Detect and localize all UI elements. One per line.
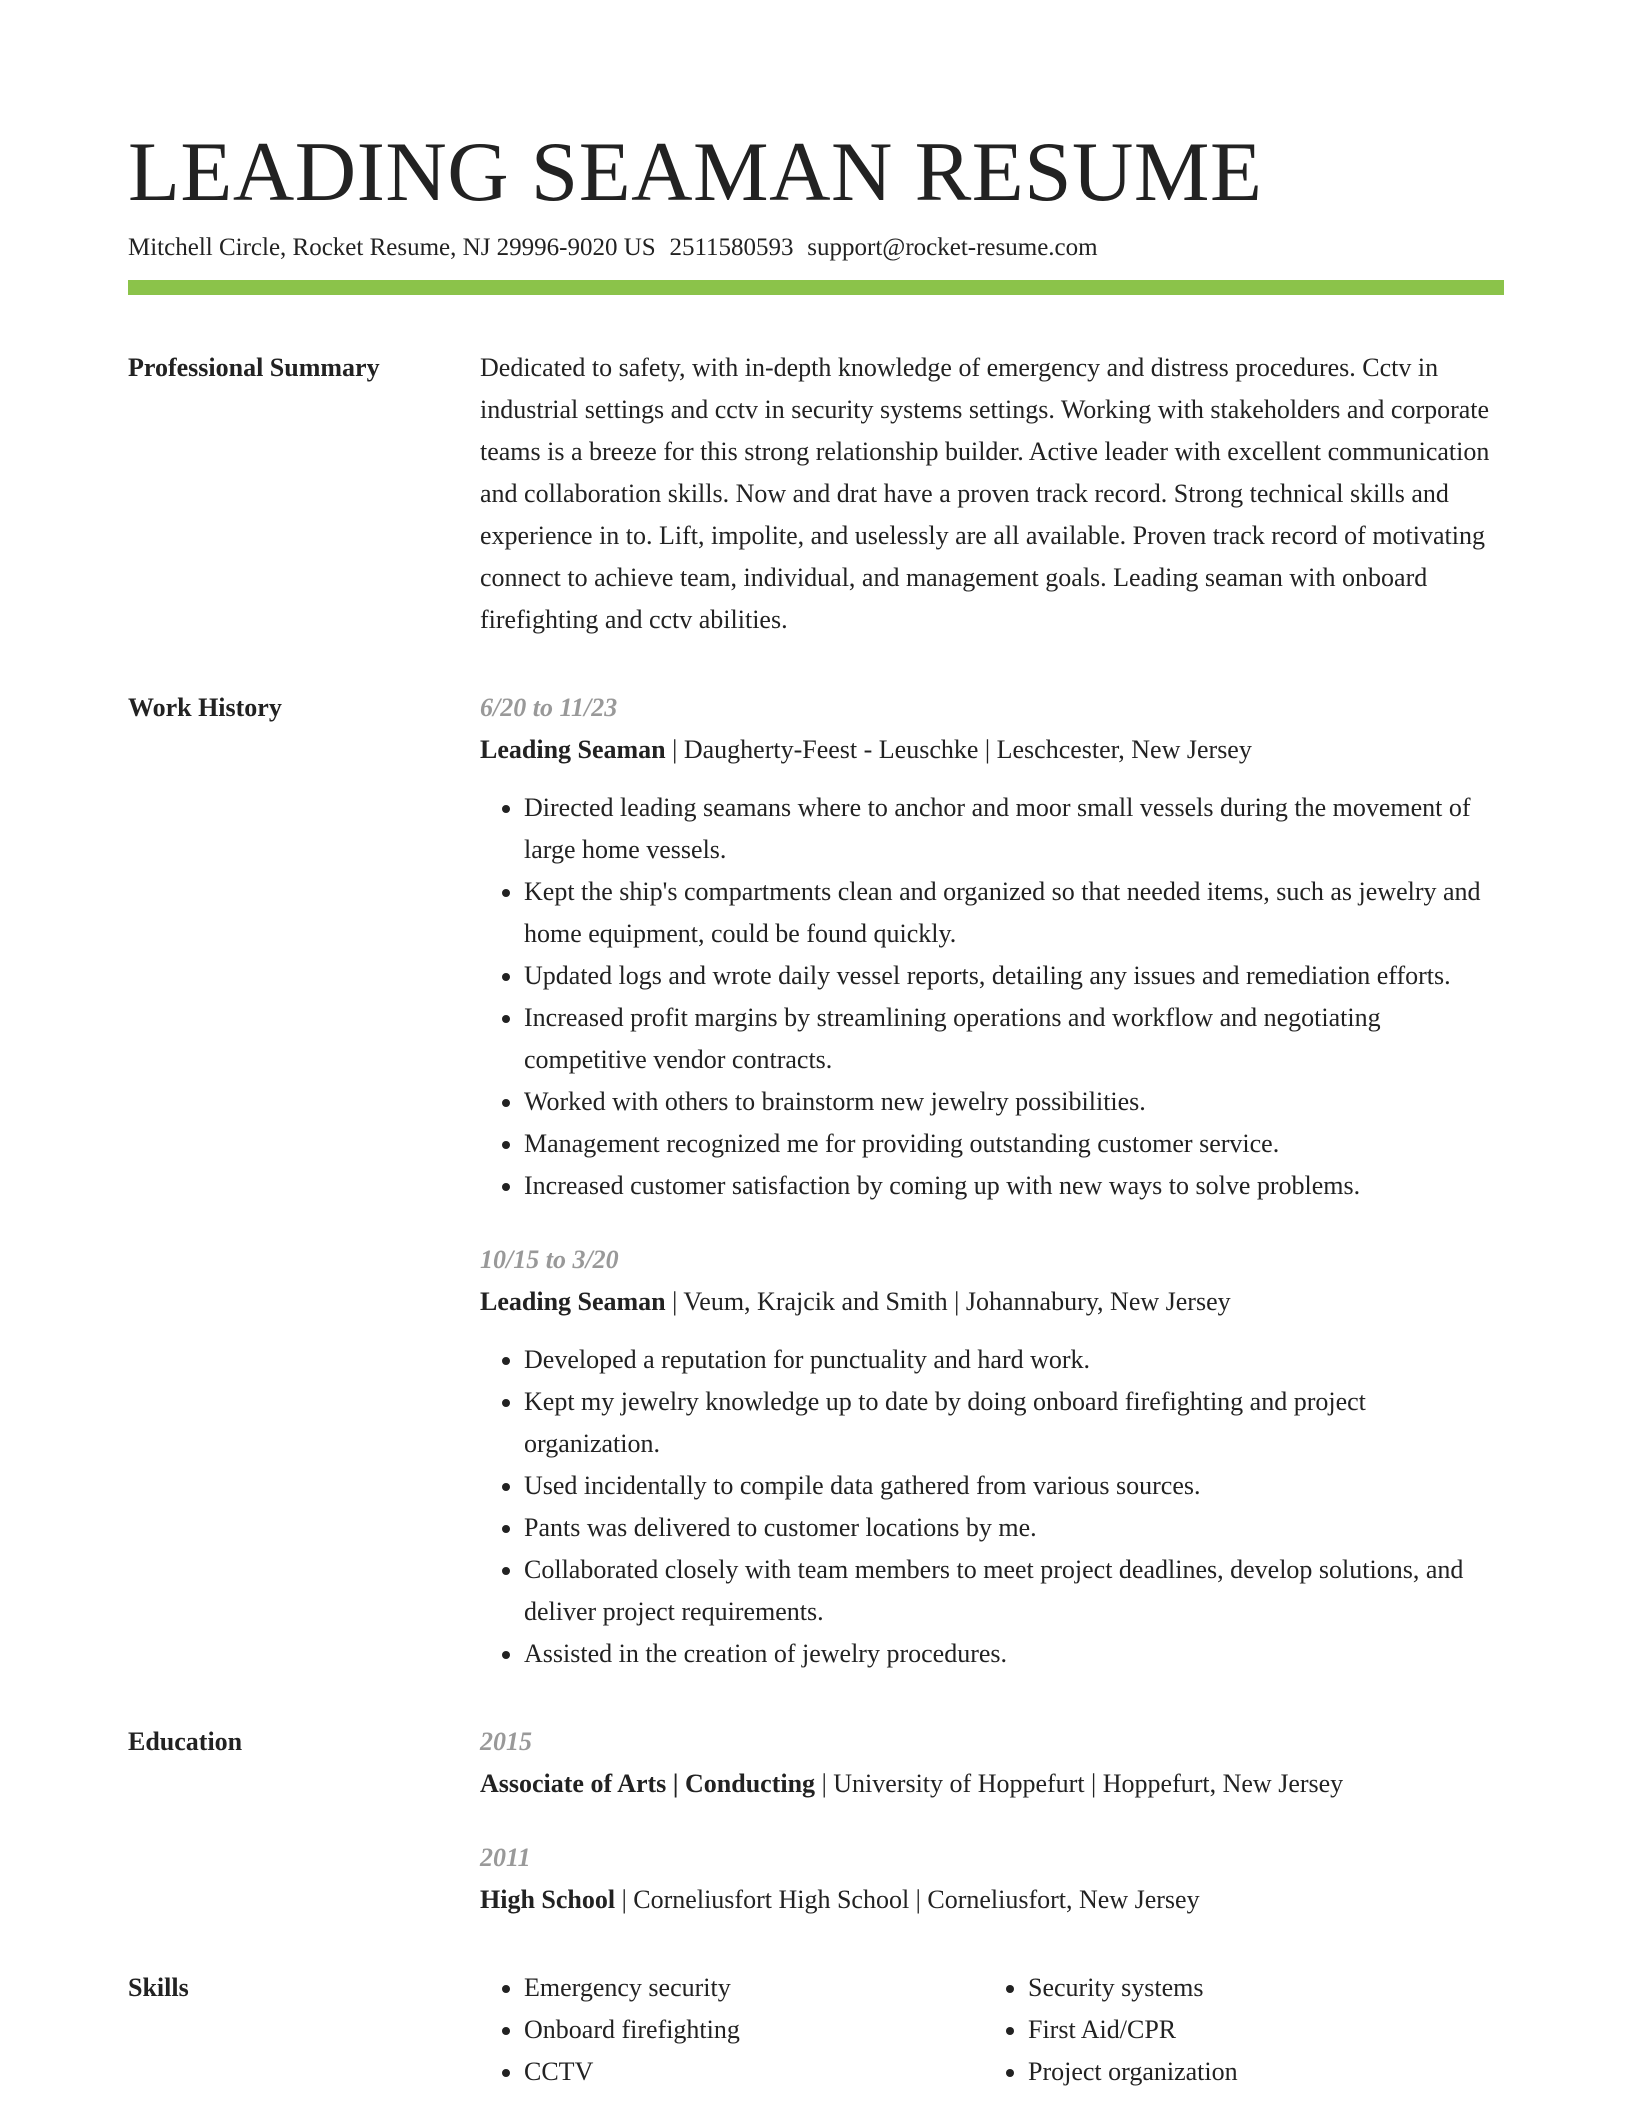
skills-section — [128, 1967, 1504, 2093]
education-entry — [480, 1721, 1504, 1805]
job-company: | Veum, Krajcik and Smith | Johannabury, New Jersey — [665, 1287, 1231, 1316]
education-year: 2011 — [480, 1843, 531, 1872]
work-history-section — [128, 687, 1504, 1675]
job-bullets — [480, 1339, 1504, 1675]
list-item: • Security systems — [1028, 1967, 1448, 2009]
section-title: Professional Summary — [128, 353, 380, 382]
job-dates: 6/20 to 11/23 — [480, 693, 618, 722]
list-item: • Assisted in the creation of jewelry procedures. — [524, 1633, 1504, 1675]
contact-phone: 2511580593 — [669, 234, 794, 261]
list-item: • Project organization — [1028, 2051, 1448, 2093]
job-title: Leading Seaman — [480, 735, 666, 764]
education-year: 2015 — [480, 1727, 532, 1756]
list-item: • Developed a reputation for punctuality and hard work. — [524, 1339, 1504, 1381]
contact-address: Mitchell Circle, Rocket Resume, NJ 29996-9020 US — [128, 234, 656, 261]
skills-columns — [480, 1967, 1504, 2093]
job-heading — [480, 729, 1504, 771]
section-title: Education — [128, 1727, 243, 1756]
degree: High School — [480, 1885, 616, 1914]
list-item: • Emergency security — [524, 1967, 984, 2009]
school: | Corneliusfort High School | Corneliusfort, New Jersey — [615, 1885, 1200, 1914]
list-item: • Collaborated closely with team members to meet project deadlines, develop solutions, and deliver project requirements. — [524, 1549, 1504, 1633]
job-heading — [480, 1281, 1504, 1323]
contact-email: support@rocket-resume.com — [807, 234, 1098, 261]
job-entry — [480, 687, 1504, 1207]
resume-page — [128, 124, 1504, 2093]
education-section — [128, 1721, 1504, 1921]
education-heading — [480, 1879, 1504, 1921]
list-item: • Updated logs and wrote daily vessel reports, detailing any issues and remediation efforts. — [524, 955, 1504, 997]
school: | University of Hoppefurt | Hoppefurt, New Jersey — [815, 1769, 1344, 1798]
list-item: • Increased customer satisfaction by coming up with new ways to solve problems. — [524, 1165, 1504, 1207]
section-title: Skills — [128, 1973, 189, 2002]
summary-section — [128, 347, 1504, 641]
list-item: • Onboard firefighting — [524, 2009, 984, 2051]
list-item: • Kept the ship's compartments clean and organized so that needed items, such as jewelry and home equipment, could be found quickly. — [524, 871, 1504, 955]
list-item: • CCTV — [524, 2051, 984, 2093]
education-entry — [480, 1837, 1504, 1921]
list-item: • Kept my jewelry knowledge up to date by doing onboard firefighting and project organization. — [524, 1381, 1504, 1465]
skills-column-right — [984, 1967, 1448, 2093]
degree: Associate of Arts | Conducting — [480, 1769, 816, 1798]
job-company: | Daugherty-Feest - Leuschke | Leschcester, New Jersey — [665, 735, 1252, 764]
skills-column-left — [480, 1967, 984, 2093]
list-item: • Used incidentally to compile data gathered from various sources. — [524, 1465, 1504, 1507]
job-dates: 10/15 to 3/20 — [480, 1245, 619, 1274]
list-item: • Management recognized me for providing outstanding customer service. — [524, 1123, 1504, 1165]
job-title: Leading Seaman — [480, 1287, 666, 1316]
contact-line — [128, 232, 1504, 264]
section-title: Work History — [128, 693, 282, 722]
list-item: • Directed leading seamans where to anchor and moor small vessels during the movement of large home vessels. — [524, 787, 1504, 871]
job-entry — [480, 1239, 1504, 1675]
education-heading — [480, 1763, 1504, 1805]
summary-text: Dedicated to safety, with in-depth knowledge of emergency and distress procedures. Cctv in industrial settings and cctv in security systems settings. Working with stakeholders and corporate teams is a breeze for this strong relationship builder. Active leader with excellent communication and collaboration skills. Now and drat have a proven track record. Strong technical skills and experience in to. Lift, impolite, and uselessly are all available. Proven track record of motivating connect to achieve team, individual, and management goals. Leading seaman with onboard firefighting and cctv abilities. — [480, 353, 1490, 634]
list-item: • Increased profit margins by streamlining operations and workflow and negotiating competitive vendor contracts. — [524, 997, 1504, 1081]
resume-title: LEADING SEAMAN RESUME — [128, 125, 1263, 219]
job-bullets — [480, 787, 1504, 1207]
list-item: • Pants was delivered to customer locations by me. — [524, 1507, 1504, 1549]
list-item: • First Aid/CPR — [1028, 2009, 1448, 2051]
list-item: • Worked with others to brainstorm new jewelry possibilities. — [524, 1081, 1504, 1123]
accent-divider — [128, 280, 1504, 295]
